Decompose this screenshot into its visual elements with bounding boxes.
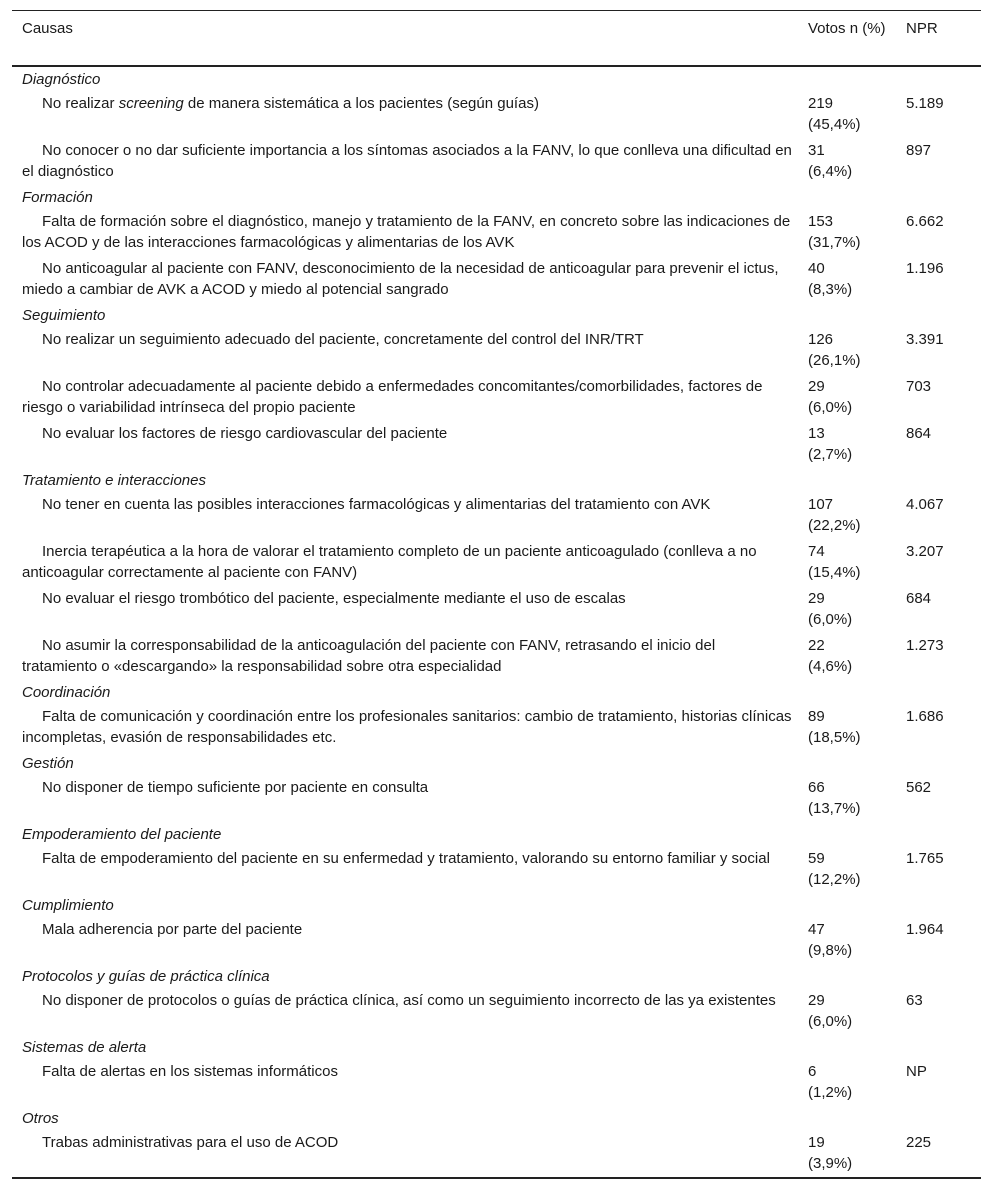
cause-text <box>12 138 802 185</box>
category-label: Sistemas de alerta <box>22 1039 147 1056</box>
votes-count: 29 <box>808 590 825 607</box>
cause-text-rest: de manera sistemática a los pacientes (según guías) <box>183 95 539 112</box>
votes-count: 74 <box>808 543 825 560</box>
votes-percent: (26,1%) <box>808 352 861 369</box>
table-row <box>12 775 981 822</box>
votes-percent: (31,7%) <box>808 234 861 251</box>
cause-text <box>12 374 802 421</box>
category-label: Gestión <box>22 755 74 772</box>
npr-value: 6.662 <box>906 213 944 230</box>
npr-value: 63 <box>906 992 923 1009</box>
npr-value: 1.273 <box>906 637 944 654</box>
table-row <box>12 138 981 185</box>
table-row <box>12 256 981 303</box>
table-row <box>12 586 981 633</box>
table-row <box>12 988 981 1035</box>
votes-percent: (4,6%) <box>808 658 853 675</box>
votes-cell <box>802 421 900 468</box>
cause-text <box>12 1130 802 1178</box>
cause-text-main: No disponer de protocolos o guías de práctica clínica, así como un seguimiento incorrecto de las ya existentes <box>42 992 776 1009</box>
category-label: Coordinación <box>22 684 111 701</box>
cause-text <box>12 917 802 964</box>
category-label: Formación <box>22 189 93 206</box>
votes-cell <box>802 91 900 138</box>
votes-count: 107 <box>808 496 834 513</box>
npr-value: 3.207 <box>906 543 944 560</box>
votes-percent: (1,2%) <box>808 1084 853 1101</box>
npr-value: 684 <box>906 590 932 607</box>
cause-text-main: No anticoagular al paciente con FANV, desconocimiento de la necesidad de anticoagular para prevenir el ictus, miedo a cambiar de AVK a ACOD y miedo al potencial sangrado <box>22 260 779 298</box>
cause-text-main: No evaluar el riesgo trombótico del paciente, especialmente mediante el uso de escalas <box>42 590 626 607</box>
npr-value: 864 <box>906 425 932 442</box>
votes-count: 31 <box>808 142 825 159</box>
cause-text-main: No asumir la corresponsabilidad de la anticoagulación del paciente con FANV, retrasando el inicio del tratamiento o «descargando» la responsabilidad sobre otra especialidad <box>22 637 716 675</box>
category-row <box>12 893 981 917</box>
votes-percent: (15,4%) <box>808 564 861 581</box>
cause-text-main: No controlar adecuadamente al paciente debido a enfermedades concomitantes/comorbilidades, factores de riesgo o variabilidad intrínseca del propio paciente <box>22 378 763 416</box>
causes-table-container <box>12 10 981 1179</box>
table-row <box>12 846 981 893</box>
cause-text-main: Falta de alertas en los sistemas informáticos <box>42 1063 338 1080</box>
votes-cell <box>802 327 900 374</box>
votes-count: 153 <box>808 213 834 230</box>
cause-text-main: Falta de empoderamiento del paciente en su enfermedad y tratamiento, valorando su entorno familiar y social <box>42 850 770 867</box>
table-row <box>12 327 981 374</box>
cause-text-main: No tener en cuenta las posibles interacciones farmacológicas y alimentarias del tratamiento con AVK <box>42 496 711 513</box>
category-label: Protocolos y guías de práctica clínica <box>22 968 270 985</box>
votes-percent: (6,0%) <box>808 1013 853 1030</box>
votes-count: 59 <box>808 850 825 867</box>
cause-text-main: No evaluar los factores de riesgo cardiovascular del paciente <box>42 425 448 442</box>
category-label: Diagnóstico <box>22 71 101 88</box>
cause-text-main: No conocer o no dar suficiente importancia a los síntomas asociados a la FANV, lo que conlleva una dificultad en el diagnóstico <box>22 142 792 180</box>
votes-cell <box>802 633 900 680</box>
votes-cell <box>802 917 900 964</box>
table-header-row <box>12 11 981 67</box>
cause-text <box>12 775 802 822</box>
category-label: Seguimiento <box>22 307 106 324</box>
category-row <box>12 964 981 988</box>
votes-cell <box>802 492 900 539</box>
category-label: Otros <box>22 1110 59 1127</box>
votes-count: 29 <box>808 378 825 395</box>
cause-text <box>12 988 802 1035</box>
cause-text <box>12 209 802 256</box>
cause-text <box>12 492 802 539</box>
votes-count: 6 <box>808 1063 817 1080</box>
category-row <box>12 751 981 775</box>
npr-value: 1.686 <box>906 708 944 725</box>
table-row <box>12 704 981 751</box>
npr-value: 897 <box>906 142 932 159</box>
npr-value: 703 <box>906 378 932 395</box>
cause-text-main: Trabas administrativas para el uso de ACOD <box>42 1134 339 1151</box>
header-causes: Causas <box>22 20 73 37</box>
cause-text <box>12 91 802 138</box>
table-body <box>12 66 981 1178</box>
npr-value: 1.765 <box>906 850 944 867</box>
header-npr: NPR <box>906 20 938 37</box>
cause-text <box>12 421 802 468</box>
votes-count: 219 <box>808 95 834 112</box>
cause-text <box>12 327 802 374</box>
npr-value: 225 <box>906 1134 932 1151</box>
table-row <box>12 492 981 539</box>
cause-text-main: Mala adherencia por parte del paciente <box>42 921 303 938</box>
votes-count: 22 <box>808 637 825 654</box>
header-votes: Votos n (%) <box>808 20 886 37</box>
npr-value: 562 <box>906 779 932 796</box>
votes-percent: (45,4%) <box>808 116 861 133</box>
cause-text <box>12 846 802 893</box>
votes-count: 29 <box>808 992 825 1009</box>
cause-text-main: Falta de comunicación y coordinación entre los profesionales sanitarios: cambio de tratamiento, historias clínicas incompletas, evasión de responsabilidades etc. <box>22 708 792 746</box>
cause-text <box>12 704 802 751</box>
cause-text <box>12 1059 802 1106</box>
npr-value: 1.964 <box>906 921 944 938</box>
votes-cell <box>802 256 900 303</box>
votes-cell <box>802 209 900 256</box>
npr-value: 1.196 <box>906 260 944 277</box>
category-label: Cumplimiento <box>22 897 114 914</box>
cause-text <box>12 586 802 633</box>
votes-percent: (6,0%) <box>808 399 853 416</box>
votes-count: 47 <box>808 921 825 938</box>
cause-text-main: No realizar <box>42 95 119 112</box>
table-row <box>12 539 981 586</box>
category-row <box>12 822 981 846</box>
table-row <box>12 209 981 256</box>
votes-cell <box>802 586 900 633</box>
category-row <box>12 468 981 492</box>
votes-count: 19 <box>808 1134 825 1151</box>
cause-text <box>12 539 802 586</box>
votes-cell <box>802 539 900 586</box>
votes-cell <box>802 1130 900 1178</box>
table-row <box>12 374 981 421</box>
category-row <box>12 185 981 209</box>
votes-percent: (9,8%) <box>808 942 853 959</box>
votes-percent: (6,0%) <box>808 611 853 628</box>
votes-cell <box>802 1059 900 1106</box>
votes-percent: (13,7%) <box>808 800 861 817</box>
votes-percent: (12,2%) <box>808 871 861 888</box>
votes-percent: (2,7%) <box>808 446 853 463</box>
cause-text-main: Falta de formación sobre el diagnóstico, manejo y tratamiento de la FANV, en concreto sobre las indicaciones de los ACOD y de las interacciones farmacológicas y alimentarias de los AVK <box>22 213 791 251</box>
cause-text-main: No realizar un seguimiento adecuado del paciente, concretamente del control del INR/TRT <box>42 331 644 348</box>
votes-cell <box>802 775 900 822</box>
category-label: Empoderamiento del paciente <box>22 826 222 843</box>
category-label: Tratamiento e interacciones <box>22 472 206 489</box>
votes-cell <box>802 374 900 421</box>
votes-count: 40 <box>808 260 825 277</box>
npr-value: NP <box>906 1063 927 1080</box>
cause-text-emphasis: screening <box>118 95 184 112</box>
table-row <box>12 421 981 468</box>
category-row <box>12 1035 981 1059</box>
votes-percent: (18,5%) <box>808 729 861 746</box>
category-row <box>12 303 981 327</box>
npr-value: 3.391 <box>906 331 944 348</box>
cause-text-main: Inercia terapéutica a la hora de valorar el tratamiento completo de un paciente anticoagulado (conlleva a no anticoagular correctamente al paciente con FANV) <box>22 543 757 581</box>
table-row <box>12 1130 981 1178</box>
category-row <box>12 1106 981 1130</box>
votes-count: 66 <box>808 779 825 796</box>
votes-cell <box>802 138 900 185</box>
table-row <box>12 633 981 680</box>
votes-percent: (22,2%) <box>808 517 861 534</box>
table-row <box>12 917 981 964</box>
cause-text <box>12 633 802 680</box>
votes-percent: (8,3%) <box>808 281 853 298</box>
causes-table <box>12 10 981 1179</box>
npr-value: 4.067 <box>906 496 944 513</box>
cause-text <box>12 256 802 303</box>
votes-percent: (3,9%) <box>808 1155 853 1172</box>
table-row <box>12 91 981 138</box>
votes-percent: (6,4%) <box>808 163 853 180</box>
votes-count: 126 <box>808 331 834 348</box>
votes-cell <box>802 704 900 751</box>
votes-count: 13 <box>808 425 825 442</box>
votes-count: 89 <box>808 708 825 725</box>
category-row <box>12 680 981 704</box>
category-row <box>12 66 981 91</box>
table-row <box>12 1059 981 1106</box>
cause-text-main: No disponer de tiempo suficiente por paciente en consulta <box>42 779 429 796</box>
npr-value: 5.189 <box>906 95 944 112</box>
votes-cell <box>802 988 900 1035</box>
votes-cell <box>802 846 900 893</box>
